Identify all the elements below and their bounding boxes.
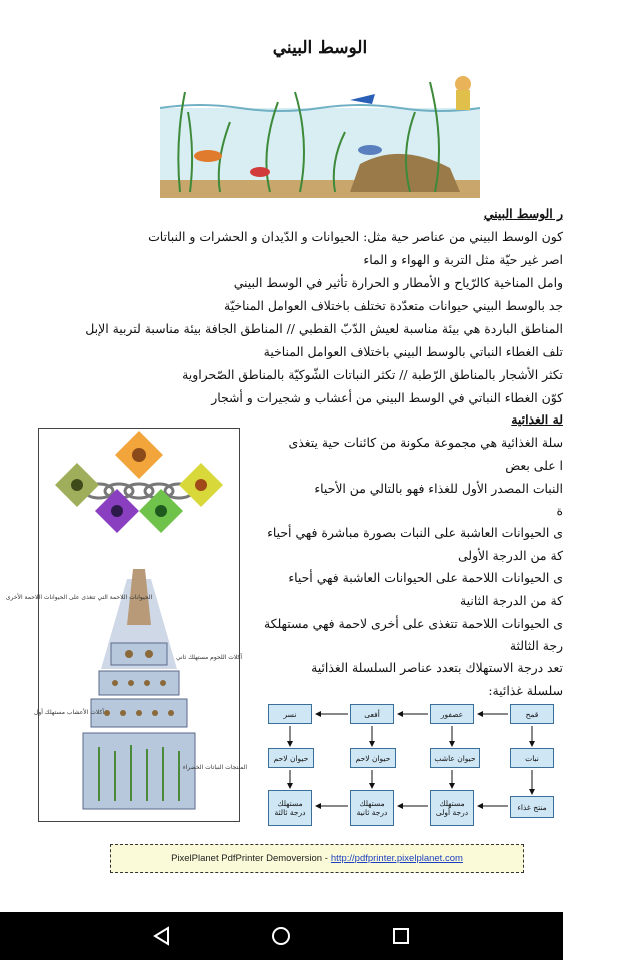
text-line: اصر غير حيّة مثل التربة و الهواء و الماء [363,252,563,267]
page-title: الوسط البيني [272,38,368,58]
recents-icon[interactable] [389,924,413,948]
home-icon[interactable] [269,924,293,948]
back-icon[interactable] [150,924,174,948]
text-line: ا على بعض [505,458,563,473]
pyramid-label-top: الحيوانات اللاحمة التي تتغذى على الحيوانات اللاحمة الأخرى [5,594,153,601]
food-pyramid-figure [5,428,248,822]
chain-box: مستهلك درجة ثانية [350,790,394,826]
text-line: كون الوسط البيني من عناصر حية مثل: الحيوانات و الدّيدان و الحشرات و النباتات [148,229,563,244]
chain-box: حيوان عاشب [430,748,480,768]
text-line: ى الحيوانات اللاحمة تتغذى على أخرى لاحمة فهي مستهلكة [263,616,563,631]
banner-text: PixelPlanet PdfPrinter Demoversion - [171,853,328,864]
navigation-bar [0,912,563,960]
pyramid-label-bottom: المنتجات النباتات الخضراء [182,764,248,771]
food-chain-diagram [262,700,562,840]
text-line: ى الحيوانات العاشبة على النبات بصورة مباشرة فهي أحياء [267,525,563,540]
chain-box: مستهلك درجة أولى [430,790,474,826]
text-line: جد بالوسط البيني حيوانات متعدّدة تختلف باختلاف العوامل المناخيّة [224,298,563,313]
chain-arrows [262,700,562,840]
text-line: ة [556,503,563,518]
text-line: كة من الدرجة الثانية [460,593,563,608]
pyramid-label-mid2: آكلات الأعشاب مستهلك أول [33,709,105,716]
section-heading: ر الوسط البيني [483,206,563,221]
text-line: النبات المصدر الأول للغذاء فهو بالتالي من الأحياء [314,481,563,496]
text-line: تكثر الأشجار بالمناطق الرّطبة // تكثر النباتات الشّوكيّة بالمناطق الصّحراوية [182,367,563,382]
text-line: المناطق الباردة هي بيئة مناسبة لعيش الدّبّ القطبي // المناطق الجافة بيئة مناسبة لتربية الإبل [85,321,563,336]
text-line: تلف الغطاء النباتي بالوسط البيني باختلاف العوامل المناخية [263,344,563,359]
text-line: تعد درجة الاستهلاك بتعدد عناصر السلسلة الغذائية [311,660,563,675]
chain-box: منتج غذاء [510,796,554,818]
text-line: كوّن الغطاء النباتي في الوسط البيني من أعشاب و شجيرات و أشجار [211,390,563,405]
chain-box: أفعى [350,704,394,724]
chain-box: حيوان لاحم [268,748,314,768]
demo-banner [110,844,524,873]
chain-box: نبات [510,748,554,768]
text-line: سلسلة غذائية: [488,683,563,698]
food-web-illustration [5,429,248,821]
text-line: كة من الدرجة الأولى [457,548,563,563]
text-line: رجة الثالثة [509,638,563,653]
chain-box: عصفور [430,704,474,724]
chain-box: نسر [268,704,312,724]
text-line: ى الحيوانات اللاحمة على الحيوانات العاشبة فهي أحياء [288,570,563,585]
chain-box: حيوان لاحم [350,748,396,768]
chain-box: مستهلك درجة ثالثة [268,790,312,826]
pond-illustration [160,72,480,198]
chain-box: قمح [510,704,554,724]
pyramid-label-mid1: آكلات اللحوم مستهلك ثاني [176,654,242,661]
text-line: سلة الغذائية هي مجموعة مكونة من كائنات حية يتغذى [288,435,563,450]
text-line: وامل المناخية كالرّياح و الأمطار و الحرارة تأثير في الوسط البيني [233,275,563,290]
section-heading: لة الغذائية [511,412,563,427]
banner-link[interactable]: http://pdfprinter.pixelplanet.com [330,853,463,864]
